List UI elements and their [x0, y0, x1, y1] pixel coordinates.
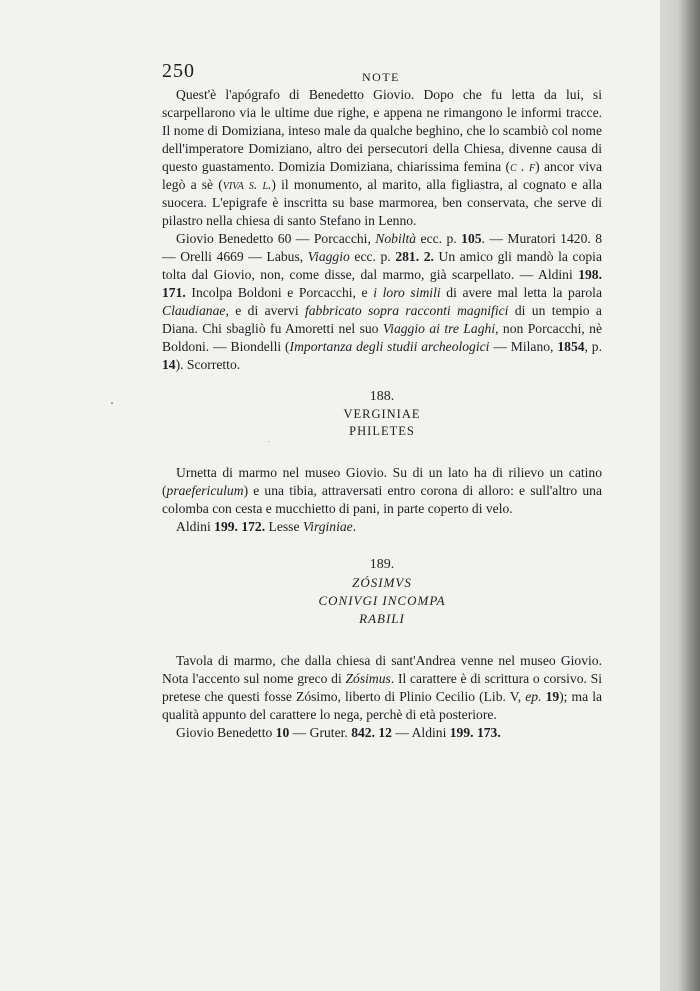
bold-ref: 14 — [162, 357, 176, 372]
italic-term: ep. — [525, 689, 542, 704]
note-paragraph-2 — [162, 230, 602, 374]
bold-ref: 842. 12 — [351, 725, 392, 740]
entry-189-reference — [162, 724, 602, 742]
text-run: . — Muratori 1420. 8 — Orelli 4669 — Labus, — [162, 231, 603, 264]
page-edge-shadow — [660, 0, 700, 991]
italic-phrase: i loro simili — [373, 285, 441, 300]
page-header — [162, 62, 602, 86]
italic-title: Nobiltà — [375, 231, 417, 246]
inscription-line: ZÓSIMVS — [352, 575, 412, 590]
text-run: ecc. p. — [416, 231, 462, 246]
note-paragraph-1 — [162, 86, 602, 230]
inscription-abbrev: c . f — [510, 159, 536, 174]
text-run: , non Porcacchi, nè Boldoni. — Biondelli ( — [162, 321, 602, 354]
bold-ref: 199. 172. — [214, 519, 266, 534]
paper-speck — [111, 402, 113, 404]
entry-number-188: 188. — [369, 389, 395, 404]
italic-title: Viaggio ai tre Laghi — [382, 321, 496, 336]
text-run: — Aldini — [391, 725, 450, 740]
text-run: Incolpa Boldoni e Porcacchi, e — [185, 285, 374, 300]
text-run: ) e una tibia, attraversati entro corona di alloro: e sull'altro una colomba con cesta e mucchietto di pani, in parte coperto di velo. — [162, 483, 602, 516]
text-run: Lesse — [265, 519, 303, 534]
italic-title: Importanza degli studii archeologici — [289, 339, 490, 354]
bold-ref: 105 — [461, 231, 482, 246]
text-run: Aldini — [176, 519, 215, 534]
bold-ref: 1854 — [557, 339, 585, 354]
inscription-line: RABILI — [359, 611, 405, 626]
text-run: di avere mal letta la parola — [440, 285, 602, 300]
bold-ref: 199. 173. — [449, 725, 501, 740]
page-content — [162, 62, 602, 742]
text-run: Giovio Benedetto 60 — Porcacchi, — [176, 231, 376, 246]
spacer — [162, 440, 602, 464]
italic-term: praefericulum — [166, 483, 244, 498]
bold-ref: 281. 2. — [395, 249, 434, 264]
entry-number-189: 189. — [369, 557, 395, 572]
bold-ref: 10 — [275, 725, 290, 740]
entry-188-reference — [162, 518, 602, 536]
text-run: Un amico gli mandò la copia tolta dal Giovio, non, come disse, dal marmo, già scarpellato. — Aldini — [162, 249, 602, 282]
text-run: di un tempio a Diana. Chi sbagliò fu Amoretti nel suo — [162, 303, 602, 336]
text-run: ecc. p. — [349, 249, 396, 264]
spacer — [162, 628, 602, 652]
italic-title: Viaggio — [307, 249, 350, 264]
text-run: Urnetta di marmo nel museo Giovio. Su di un lato ha di rilievo un catino ( — [162, 465, 602, 498]
text-run: ); ma la qualità appunto del carattere lo nega, perchè di età posteriore. — [162, 689, 603, 722]
bold-ref: 19 — [545, 689, 560, 704]
italic-phrase: fabbricato sopra racconti magnifici — [304, 303, 509, 318]
inscription-line: PHILETES — [349, 424, 415, 438]
text-run: Tavola di marmo, che dalla chiesa di sant'Andrea venne nel museo Giovio. Nota l'accento sul nome greco di — [162, 653, 602, 686]
text-run: Giovio Benedetto — [176, 725, 276, 740]
text-run: . Il carattere è di scrittura o corsivo. Si pretese che questi fosse Zósimo, liberto di Plinio Cecilio (Lib. V, — [162, 671, 602, 704]
text-run: Quest'è l'apógrafo di Benedetto Giovio. Dopo che fu letta da lui, si scarpellarono via le ultime due righe, e appena ne rimangono le informi tracce. Il nome di Domiziana, inteso male da qualche beghino, che lo scambiò col nome dell'imperatore Domiziano, altro dei persecutori della Chiesa, divenne causa di questo guastamento. Domizia Domiziana, chiarissima femina ( — [162, 87, 602, 174]
entry-188-description — [162, 464, 602, 518]
text-run: — Milano, — [489, 339, 558, 354]
italic-term: Zósimus — [345, 671, 391, 686]
text-run: — Gruter. — [289, 725, 352, 740]
text-run: , e di avervi — [225, 303, 305, 318]
page-number: 250 — [162, 60, 195, 82]
bold-ref: 198. 171. — [162, 267, 602, 300]
running-head: NOTE — [362, 70, 400, 84]
text-run: , p. — [584, 339, 602, 354]
italic-term: Virginiae — [302, 519, 353, 534]
inscription-abbrev: viva s. l. — [222, 177, 272, 192]
text-run: ) il monumento, al marito, alla figliastra, al cognato e alla suocera. L'epigrafe è inscritta su base marmorea, ben conservata, che serve di pilastro nella chiesa di santo Stefano in Lenno. — [162, 177, 603, 228]
inscription-line: VERGINIAE — [343, 407, 421, 421]
entry-189-description — [162, 652, 602, 724]
text-run: ) ancor viva legò a sè ( — [162, 159, 602, 192]
text-run: ). Scorretto. — [175, 357, 241, 372]
inscription-line: CONIVGI INCOMPA — [318, 593, 446, 608]
text-run: . — [352, 519, 357, 534]
italic-phrase: Claudianae — [162, 303, 226, 318]
